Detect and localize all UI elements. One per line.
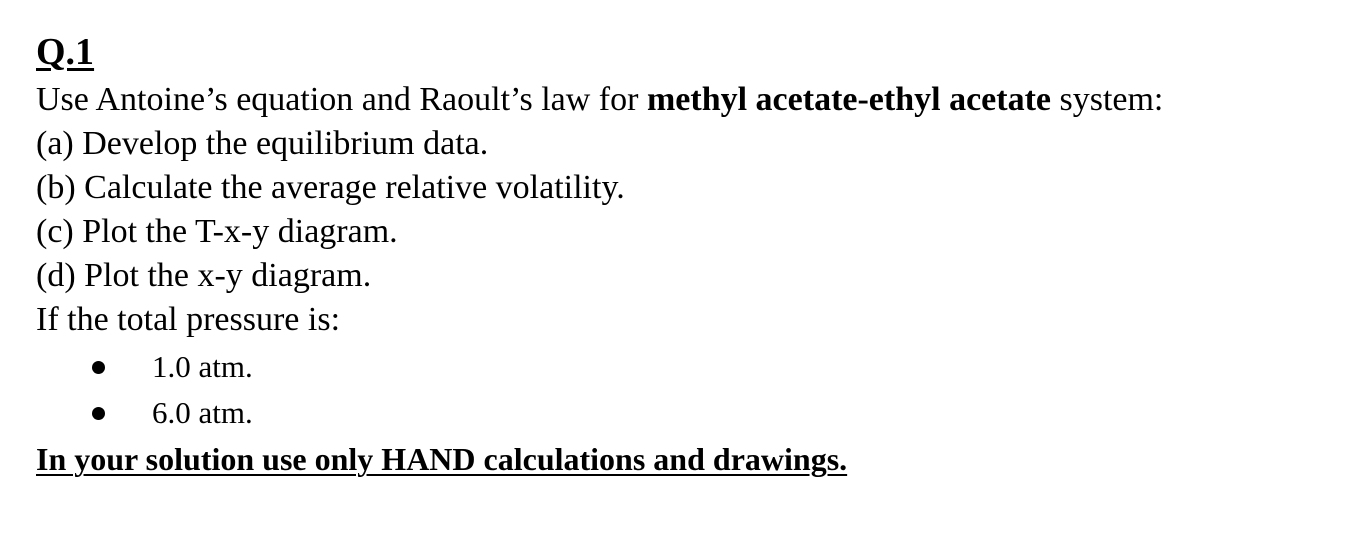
part-d: (d) Plot the x-y diagram.: [36, 257, 372, 294]
pressure-prompt: If the total pressure is:: [36, 301, 341, 338]
intro-text-start: Use Antoine’s equation and Raoult’s law for: [36, 81, 647, 118]
part-a: (a) Develop the equilibrium data.: [36, 125, 489, 162]
bullet-icon: [92, 361, 105, 374]
pressure-value: 1.0 atm.: [152, 349, 253, 384]
question-document: [36, 26, 1336, 482]
pressure-item: [36, 390, 1336, 436]
pressure-list: [36, 344, 1336, 436]
question-intro: [36, 78, 1336, 122]
intro-text-end: system:: [1050, 81, 1164, 118]
pressure-value: 6.0 atm.: [152, 395, 253, 430]
pressure-item: [36, 344, 1336, 390]
bullet-icon: [92, 407, 105, 420]
question-title: Q.1: [36, 31, 95, 73]
intro-system-name: methyl acetate-ethyl acetate: [646, 81, 1051, 118]
part-c: (c) Plot the T-x-y diagram.: [36, 213, 398, 250]
part-b: (b) Calculate the average relative volatility.: [36, 169, 625, 206]
solution-note: In your solution use only HAND calculations and drawings.: [36, 441, 848, 477]
